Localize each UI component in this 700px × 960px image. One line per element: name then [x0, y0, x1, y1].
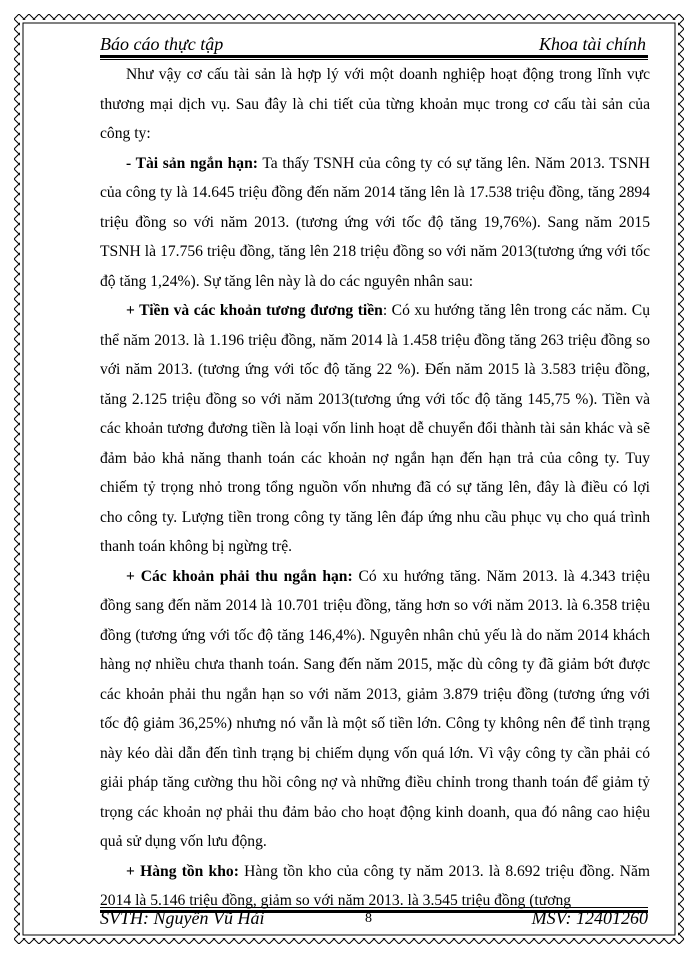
paragraph-text: : Có xu hướng tăng lên trong các năm. Cụ thể năm 2013. là 1.196 triệu đồng, năm 2014 là 1.458 triệu đồng tăng 263 triệu đồng so với năm 2013. (tương ứng với tốc độ tăng 22 %). Đến năm 2015 là 3.583 triệu đồng, tăng 2.125 triệu đồng so với năm 2013(tương ứng với tốc độ tăng 145,75 %). Tiền và các khoản tương đương tiền là loại vốn linh hoạt dễ chuyển đổi thành tài sản khác và sẽ đảm bảo khả năng thanh toán các khoản nợ ngắn hạn đến hạn trả của công ty. Tuy chiếm tỷ trọng nhỏ trong tổng nguồn vốn nhưng đã có sự tăng lên, đây là điều có lợi cho công ty. Lượng tiền trong công ty tăng lên đáp ứng nhu cầu phục vụ cho quá trình thanh toán không bị ngừng trệ. [100, 302, 650, 555]
paragraph-text: Hàng tồn kho của công ty năm 2013. là 8.692 triệu đồng. Năm 2014 là 5.146 triệu đồng, giảm so với năm 2013. là 3.545 triệu đồng (tương [100, 862, 650, 909]
paragraph-lead: - Tài sản ngắn hạn: [126, 154, 258, 172]
paragraph-lead: + Các khoản phải thu ngắn hạn: [126, 567, 353, 585]
footer-student-id: MSV: 12401260 [531, 908, 648, 928]
header-rule [100, 55, 648, 58]
document-body [100, 60, 650, 916]
page-number: 8 [365, 911, 372, 926]
paragraph-text: Ta thấy TSNH của công ty có sự tăng lên. Năm 2013. TSNH của công ty là 14.645 triệu đồng đến năm 2014 tăng lên là 17.538 triệu đồng, tăng 2894 triệu đồng so với năm 2013. (tương ứng với tốc độ tăng 19,76%). Sang năm 2015 TSNH là 17.756 triệu đồng, tăng lên 218 triệu đồng so với năm 2013(tương ứng với tốc độ tăng 1,24%). Sự tăng lên này là do các nguyên nhân sau: [100, 154, 650, 290]
paragraph [100, 149, 650, 297]
paragraph-text: Có xu hướng tăng. Năm 2013. là 4.343 triệu đồng sang đến năm 2014 là 10.701 triệu đồng, tăng hơn so với năm 2013. là 6.358 triệu đồng (tương ứng với tốc độ tăng 146,4%). Nguyên nhân chủ yếu là do năm 2014 khách hàng nợ nhiều chưa thanh toán. Sang đến năm 2015, mặc dù công ty đã giảm bớt được các khoản phải thu ngắn hạn so với năm 2013, giảm 3.879 triệu đồng (tương ứng với tốc độ giảm 36,25%) nhưng nó vẫn là một số tiền lớn. Công ty không nên để tình trạng này kéo dài dẫn đến tình trạng bị chiếm dụng vốn quá lớn. Vì vậy công ty cần phải có giải pháp tăng cường thu hồi công nợ và những điều chỉnh trong thanh toán để giảm tỷ trọng các khoản nợ phải thu đảm bảo cho hoạt động kinh doanh, qua đó nâng cao hiệu quả sử dụng vốn lưu động. [100, 567, 651, 850]
paragraph [100, 562, 650, 857]
paragraph-lead: + Hàng tồn kho: [126, 862, 239, 880]
page-footer [100, 908, 648, 932]
paragraph [100, 296, 650, 562]
paragraph-lead: + Tiền và các khoản tương đương tiền [126, 302, 383, 319]
header-right-title: Khoa tài chính [539, 34, 646, 54]
paragraph: Như vậy cơ cấu tài sản là hợp lý với một doanh nghiệp hoạt động trong lĩnh vực thương mại dịch vụ. Sau đây là chi tiết của từng khoản mục trong cơ cấu tài sản của công ty: [100, 66, 650, 142]
footer-student: SVTH: Nguyễn Vũ Hải [100, 908, 265, 928]
header-left-title: Báo cáo thực tập [100, 34, 224, 54]
